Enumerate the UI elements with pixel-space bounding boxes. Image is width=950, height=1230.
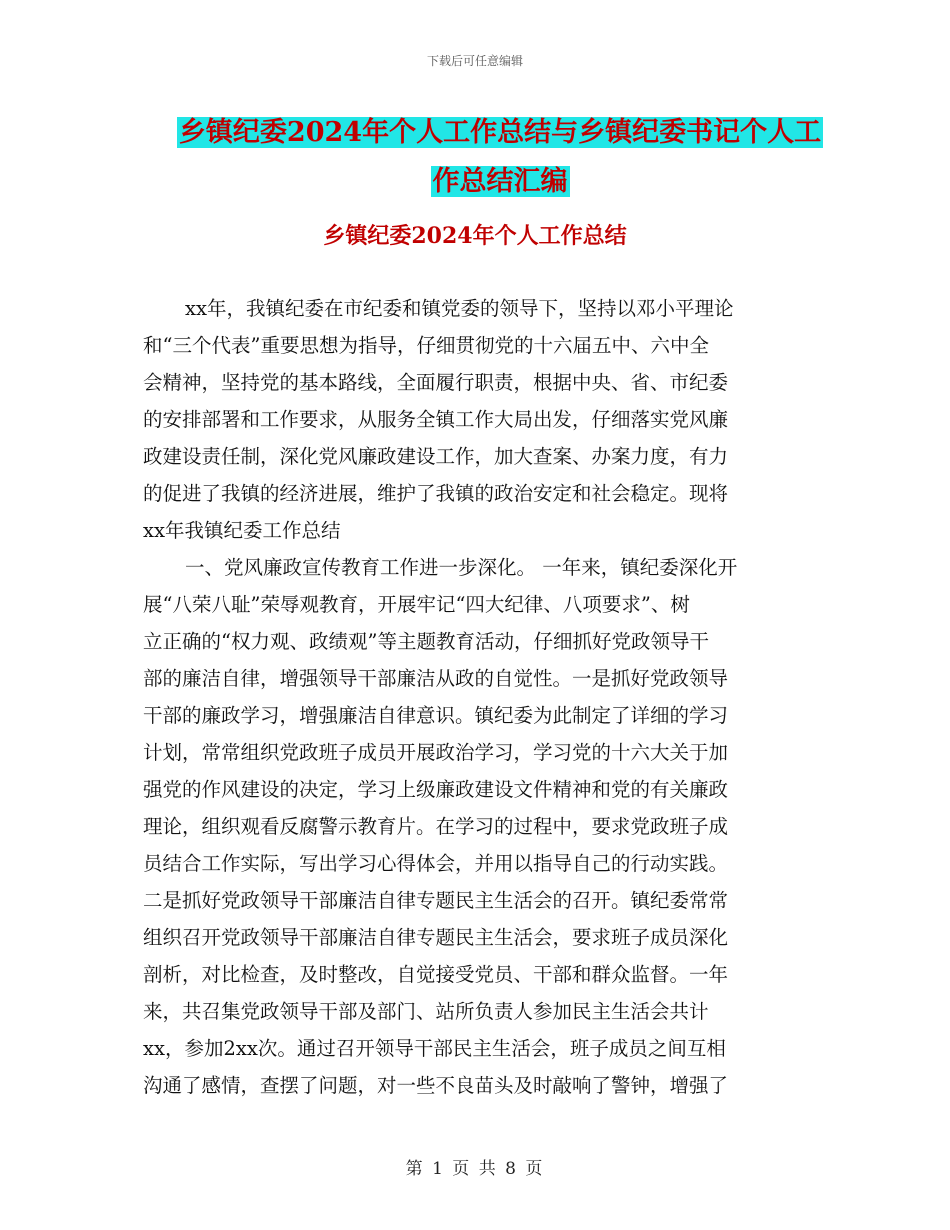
paragraph-line: 理论，组织观看反腐警示教育片。在学习的过程中，要求党政班子成 [143,815,729,838]
paragraph-line: 剖析，对比检查，及时整改，自觉接受党员、干部和群众监督。一年 [143,963,729,986]
section-title: 乡镇纪委2024年个人工作总结 [323,223,627,249]
title-line-2: 作总结汇编 [432,166,568,197]
header-note: 下载后可任意编辑 [426,54,523,68]
paragraph-line: 沟通了感情，查摆了问题，对一些不良苗头及时敲响了警钟，增强了 [143,1074,729,1097]
paragraph-line: xx年，我镇纪委在市纪委和镇党委的领导下，坚持以邓小平理论 [185,297,734,320]
title-line [140,108,860,157]
paragraph-line: 组织召开党政领导干部廉洁自律专题民主生活会，要求班子成员深化 [143,926,729,949]
page-footer: 第 1 页 共 8 页 [405,1159,545,1179]
paragraph-line: 会精神，坚持党的基本路线，全面履行职责，根据中央、省、市纪委 [143,371,729,394]
paragraph-line: 一、党风廉政宣传教育工作进一步深化。 一年来，镇纪委深化开 [185,556,738,579]
paragraph-line: 来，共召集党政领导干部及部门、站所负责人参加民主生活会共计 [143,1000,709,1023]
paragraph-line: xx年我镇纪委工作总结 [143,519,341,542]
paragraph-line: 立正确的“权力观、政绩观”等主题教育活动，仔细抓好党政领导干 [143,630,709,653]
paragraph-line: 的安排部署和工作要求，从服务全镇工作大局出发，仔细落实党风廉 [143,408,729,431]
paragraph-line: 部的廉洁自律，增强领导干部廉洁从政的自觉性。一是抓好党政领导 [143,667,729,690]
paragraph-line: 政建设责任制，深化党风廉政建设工作，加大查案、办案力度，有力 [143,445,729,468]
paragraph-line: 员结合工作实际，写出学习心得体会，并用以指导自己的行动实践。 [143,852,729,875]
title-line [140,157,860,206]
paragraph-line: 展“八荣八耻”荣辱观教育，开展牢记“四大纪律、八项要求”、树 [143,593,690,616]
paragraph-line: 干部的廉政学习，增强廉洁自律意识。镇纪委为此制定了详细的学习 [143,704,729,727]
paragraph-line: 计划，常常组织党政班子成员开展政治学习，学习党的十六大关于加 [143,741,729,764]
paragraph-line: 和“三个代表”重要思想为指导，仔细贯彻党的十六届五中、六中全 [143,334,709,357]
body-text [143,290,803,1104]
paragraph-line: xx，参加2xx次。通过召开领导干部民主生活会，班子成员之间互相 [143,1037,726,1060]
paragraph-line: 的促进了我镇的经济进展，维护了我镇的政治安定和社会稳定。现将 [143,482,729,505]
document-title [140,108,860,206]
paragraph-line: 二是抓好党政领导干部廉洁自律专题民主生活会的召开。镇纪委常常 [143,889,729,912]
paragraph-line: 强党的作风建设的决定，学习上级廉政建设文件精神和党的有关廉政 [143,778,729,801]
title-line-1: 乡镇纪委2024年个人工作总结与乡镇纪委书记个人工 [178,117,822,148]
